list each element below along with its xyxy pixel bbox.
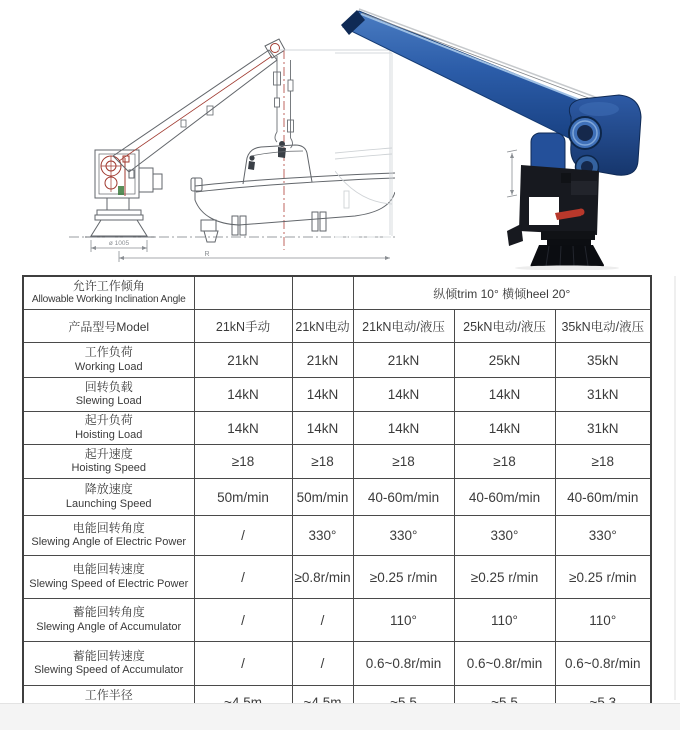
inclination-row [23, 276, 651, 310]
spec-cell: 40-60m/min [353, 479, 454, 516]
row-label-en: Hoisting Speed [71, 462, 147, 475]
model-row [23, 310, 651, 343]
spec-cell: ≥18 [194, 445, 292, 479]
row-label-en: Slewing Speed of Accumulator [34, 664, 184, 677]
spec-cell: ≥0.8r/min [292, 556, 353, 599]
spec-cell: / [292, 642, 353, 686]
spec-cell: 14kN [194, 378, 292, 412]
row-label-zh: 回转负载 [84, 379, 133, 394]
crane-photo-svg [335, 5, 665, 270]
model-cell: 21kN电动 [292, 310, 353, 343]
spec-cell: ≥18 [292, 445, 353, 479]
row-label-zh: 电能回转角度 [72, 520, 145, 535]
row-label-zh: 工作半径 [84, 687, 133, 702]
spec-cell: 110° [555, 599, 651, 642]
boom-group [113, 50, 277, 172]
row-label-en: Working Load [74, 360, 143, 373]
spec-cell: 330° [353, 516, 454, 556]
table-row [23, 516, 651, 556]
inclination-value: 纵倾trim 10° 横倾heel 20° [353, 276, 651, 310]
spec-cell: 25kN [454, 343, 555, 378]
spec-cell: ≥18 [353, 445, 454, 479]
table-row [23, 445, 651, 479]
radius-dim-label: R [204, 251, 210, 258]
spec-cell: / [194, 642, 292, 686]
row-label-en: Hoisting Load [75, 428, 143, 441]
spec-cell: 14kN [194, 412, 292, 445]
spec-cell: 110° [353, 599, 454, 642]
table-row [23, 479, 651, 516]
spec-cell: 330° [454, 516, 555, 556]
spec-cell: 21kN [353, 343, 454, 378]
spec-cell: 40-60m/min [555, 479, 651, 516]
row-label-zh: 起升负荷 [84, 413, 133, 428]
row-label-en: Slewing Speed of Electric Power [29, 577, 189, 590]
spec-cell: 14kN [353, 378, 454, 412]
row-label [23, 599, 194, 642]
row-label [23, 516, 194, 556]
spec-cell: 0.6~0.8r/min [353, 642, 454, 686]
spec-cell: 110° [454, 599, 555, 642]
hoist-falls-group [274, 56, 294, 148]
bottom-strip [0, 703, 680, 730]
spec-cell: 50m/min [292, 479, 353, 516]
spec-cell: ≥18 [454, 445, 555, 479]
spec-cell: 21kN [194, 343, 292, 378]
empty-cell [194, 276, 292, 310]
spec-cell: 14kN [353, 412, 454, 445]
row-label [23, 556, 194, 599]
spec-cell: 330° [292, 516, 353, 556]
boom-tip-group [265, 39, 285, 58]
row-label [23, 642, 194, 686]
table-row [23, 599, 651, 642]
spec-cell: ≥18 [555, 445, 651, 479]
spec-cell: 0.6~0.8r/min [454, 642, 555, 686]
row-label-en: Slewing Load [75, 395, 142, 408]
base-skirt [515, 231, 619, 270]
spec-cell: / [292, 599, 353, 642]
row-label [23, 378, 194, 412]
spec-cell: 31kN [555, 412, 651, 445]
background-drawing-faint [335, 53, 392, 237]
spec-cell: 330° [555, 516, 651, 556]
spec-cell: ≥0.25 r/min [353, 556, 454, 599]
row-label-zh: 蓄能回转速度 [72, 648, 145, 663]
spec-cell: 0.6~0.8r/min [555, 642, 651, 686]
spec-cell: 14kN [454, 412, 555, 445]
row-label-zh: 工作负荷 [84, 345, 133, 360]
photo-dimension-line [507, 150, 517, 197]
spec-cell: 50m/min [194, 479, 292, 516]
row-label [23, 479, 194, 516]
row-label-zh: 电能回转速度 [72, 562, 145, 577]
page-edge-line [674, 276, 676, 700]
spec-cell: / [194, 599, 292, 642]
spec-cell: 14kN [454, 378, 555, 412]
row-label-en: Allowable Working Inclination Angle [31, 294, 186, 306]
model-cell: 35kN电动/液压 [555, 310, 651, 343]
table-row [23, 412, 651, 445]
model-cell: 21kN手动 [194, 310, 292, 343]
model-cell: 25kN电动/液压 [454, 310, 555, 343]
spec-cell: 14kN [292, 378, 353, 412]
spec-cell: 14kN [292, 412, 353, 445]
row-label [23, 445, 194, 479]
row-label-en: Slewing Angle of Electric Power [31, 536, 187, 549]
spec-cell: 21kN [292, 343, 353, 378]
spec-cell: ≥0.25 r/min [555, 556, 651, 599]
table-row [23, 378, 651, 412]
row-label-zh: 起升速度 [84, 446, 133, 461]
row-label-en: Launching Speed [65, 497, 152, 510]
row-label-zh: 允许工作倾角 [72, 278, 145, 293]
row-label [23, 412, 194, 445]
table-row [23, 343, 651, 378]
row-label [23, 343, 194, 378]
row-label-zh: 蓄能回转角度 [72, 605, 145, 620]
model-cell: 21kN电动/液压 [353, 310, 454, 343]
spec-cell: 35kN [555, 343, 651, 378]
spec-cell: 31kN [555, 378, 651, 412]
spec-cell: / [194, 556, 292, 599]
row-label-zh: 降放速度 [84, 482, 133, 497]
empty-cell [292, 276, 353, 310]
table-row [23, 556, 651, 599]
blue-crane-photo [335, 5, 665, 270]
row-label-en: Slewing Angle of Accumulator [36, 620, 182, 633]
spec-cell: / [194, 516, 292, 556]
row-label: 产品型号Model [23, 310, 194, 343]
table-row [23, 642, 651, 686]
spec-cell: 40-60m/min [454, 479, 555, 516]
specification-table [22, 275, 652, 721]
winch-pedestal-group [85, 150, 162, 237]
spec-cell: ≥0.25 r/min [454, 556, 555, 599]
diameter-dim-label: ø 1005 [108, 240, 130, 247]
row-label [23, 276, 194, 310]
